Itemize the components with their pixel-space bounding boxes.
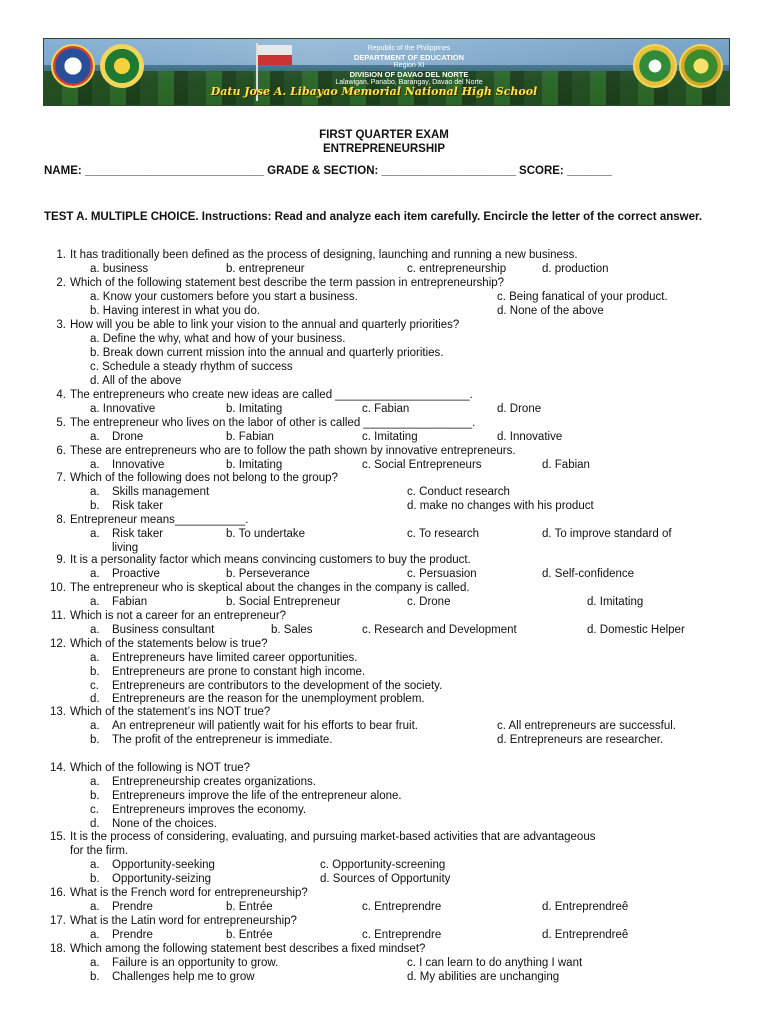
question-11 <box>44 609 734 623</box>
choice-text: Proactive <box>112 568 160 580</box>
choice <box>90 719 418 733</box>
choice: b. Sales <box>271 624 313 636</box>
question-7 <box>44 471 734 485</box>
choice: d. To improve standard of <box>542 528 672 540</box>
choice: b. Imitating <box>226 403 283 415</box>
choice-letter: a. <box>90 859 100 871</box>
banner-text <box>294 45 524 88</box>
choice-letter: b. <box>90 734 100 746</box>
question-18 <box>44 942 734 956</box>
choice <box>90 970 255 984</box>
choice: c. Opportunity-screening <box>320 859 446 871</box>
choice <box>90 623 214 637</box>
province-seal-icon <box>679 44 723 88</box>
question-number: 1. <box>56 249 66 261</box>
choice-letter: a. <box>90 596 100 608</box>
choice: b. Fabian <box>226 431 274 443</box>
choice-text: Entrepreneurs are the reason for the unemployment problem. <box>112 693 425 705</box>
choice-letter: a. <box>90 957 100 969</box>
question-text: These are entrepreneurs who are to follow the path shown by innovative entrepreneurs. <box>70 445 516 457</box>
choice: c. Imitating <box>362 431 418 443</box>
choice <box>90 485 209 499</box>
choice: c. Entreprendre <box>362 901 442 913</box>
choice <box>90 733 333 747</box>
question-number: 2. <box>56 277 66 289</box>
banner-line-2: DEPARTMENT OF EDUCATION <box>353 52 465 62</box>
question-8 <box>44 513 734 527</box>
banner-line-3: Region XI <box>393 62 425 69</box>
choice-text: Entrepreneurs improve the life of the entrepreneur alone. <box>112 790 402 802</box>
question-number: 3. <box>56 319 66 331</box>
test-instructions: TEST A. MULTIPLE CHOICE. Instructions: Read and analyze each item carefully. Encircle the letter of the correct answer. <box>44 211 703 223</box>
choice: b. Imitating <box>226 459 283 471</box>
choice-letter: c. <box>90 680 99 692</box>
choice: d. Domestic Helper <box>587 624 685 636</box>
choice-letter: a. <box>90 624 100 636</box>
choice: d. Entreprendreê <box>542 929 629 941</box>
choice-text: Entrepreneurs improves the economy. <box>112 804 307 816</box>
choice: d. Entrepreneurs are researcher. <box>497 734 664 746</box>
question-number: 10. <box>50 582 66 594</box>
choice-text: Entrepreneurs are prone to constant high income. <box>112 666 366 678</box>
choice: b. Entrée <box>226 901 273 913</box>
question-number: 16. <box>50 887 66 899</box>
philippine-flag-icon <box>258 45 292 65</box>
question-10 <box>44 581 734 595</box>
question-number: 15. <box>50 831 66 843</box>
choice: a. Define the why, what and how of your business. <box>90 333 346 345</box>
banner-line-4: DIVISION OF DAVAO DEL NORTE <box>349 69 469 79</box>
choice <box>90 527 163 541</box>
choice: c. Persuasion <box>407 568 477 580</box>
choice <box>90 789 402 803</box>
choice-letter: b. <box>90 971 100 983</box>
question-text: How will you be able to link your vision to the annual and quarterly priorities? <box>70 319 460 331</box>
question-number: 7. <box>56 472 66 484</box>
choice: c. Research and Development <box>362 624 517 636</box>
choice <box>90 458 164 472</box>
choice <box>90 665 365 679</box>
choice-text: Failure is an opportunity to grow. <box>112 957 279 969</box>
question-number: 9. <box>56 554 66 566</box>
choice-text: Prendre <box>112 901 153 913</box>
question-number: 8. <box>56 514 66 526</box>
choice <box>90 858 215 872</box>
question-5 <box>44 416 734 430</box>
choice: c. Social Entrepreneurs <box>362 459 482 471</box>
choice-text: Prendre <box>112 929 153 941</box>
choice-letter: a. <box>90 486 100 498</box>
choice: c. Entreprendre <box>362 929 442 941</box>
choice: d. make no changes with his product <box>407 500 594 512</box>
choice: d. Self-confidence <box>542 568 635 580</box>
choice: b. Social Entrepreneur <box>226 596 341 608</box>
choice-letter: b. <box>90 873 100 885</box>
choice-letter: a. <box>90 776 100 788</box>
choice-text: Entrepreneurs are contributors to the development of the society. <box>112 680 443 692</box>
choice: c. Fabian <box>362 403 410 415</box>
school-name: Datu Jose A. Libayao Memorial National High School <box>210 85 538 98</box>
choice-letter: d. <box>90 818 100 830</box>
choice-letter: a. <box>90 431 100 443</box>
choice-letter: d. <box>90 693 100 705</box>
question-text-continued: for the firm. <box>70 845 129 857</box>
choice-text: An entrepreneur will patiently wait for his efforts to bear fruit. <box>112 720 418 732</box>
choice-text: None of the choices. <box>112 818 217 830</box>
choice <box>90 803 306 817</box>
choice: c. Drone <box>407 596 451 608</box>
question-text: It is the process of considering, evaluating, and pursuing market-based activities that are advantageous <box>70 831 596 843</box>
choice <box>90 872 211 886</box>
banner-line-1: Republic of the Philippines <box>367 45 451 52</box>
choice-continued: living <box>112 542 139 554</box>
question-text: Entrepreneur means___________. <box>70 514 249 526</box>
choice-letter: b. <box>90 666 100 678</box>
exam-subject: ENTREPRENEURSHIP <box>322 143 446 155</box>
choice: d. Drone <box>497 403 542 415</box>
choice: a. business <box>90 263 149 275</box>
division-seal-icon <box>100 44 144 88</box>
question-14 <box>44 761 734 775</box>
choice <box>90 679 442 693</box>
choice: b. Break down current mission into the annual and quarterly priorities. <box>90 347 444 359</box>
choice: c. Being fanatical of your product. <box>497 291 668 303</box>
choice-text: Innovative <box>112 459 165 471</box>
choice: c. Conduct research <box>407 486 510 498</box>
choice-letter: a. <box>90 929 100 941</box>
choice <box>90 900 153 914</box>
choice-text: Drone <box>112 431 144 443</box>
question-text: The entrepreneurs who create new ideas are called _____________________. <box>70 389 473 401</box>
question-6 <box>44 444 734 458</box>
choice: c. I can learn to do anything I want <box>407 957 583 969</box>
choice-letter: b. <box>90 790 100 802</box>
school-banner <box>43 38 730 106</box>
banner-line-5: Lalawigan, Panabo, Barangay, Davao del Norte <box>335 79 483 86</box>
question-2 <box>44 276 734 290</box>
school-seal-icon <box>633 44 677 88</box>
choice: d. Imitating <box>587 596 644 608</box>
question-text: It has traditionally been defined as the process of designing, launching and running a new business. <box>70 249 578 261</box>
choice <box>90 775 316 789</box>
choice: d. Innovative <box>497 431 563 443</box>
question-number: 17. <box>50 915 66 927</box>
question-text: Which of the following statement best describe the term passion in entrepreneurship? <box>70 277 505 289</box>
question-13 <box>44 705 734 719</box>
choice-text: Opportunity-seeking <box>112 859 215 871</box>
choice: c. To research <box>407 528 480 540</box>
question-text: Which of the statements below is true? <box>70 638 268 650</box>
choice: d. None of the above <box>497 305 604 317</box>
choice-text: Entrepreneurs have limited career opportunities. <box>112 652 358 664</box>
question-text: The entrepreneur who is skeptical about the changes in the company is called. <box>70 582 470 594</box>
choice: b. entrepreneur <box>226 263 305 275</box>
choice: c. Schedule a steady rhythm of success <box>90 361 293 373</box>
question-text: Which of the statement’s ins NOT true? <box>70 706 271 718</box>
choice: b. To undertake <box>226 528 306 540</box>
choice <box>90 567 160 581</box>
question-text: Which among the following statement best describes a fixed mindset? <box>70 943 426 955</box>
choice-letter: a. <box>90 652 100 664</box>
choice: d. My abilities are unchanging <box>407 971 560 983</box>
choice-text: Skills management <box>112 486 210 498</box>
choice <box>90 499 163 513</box>
question-number: 11. <box>50 610 66 622</box>
choice <box>90 928 153 942</box>
choice: d. Fabian <box>542 459 590 471</box>
question-17 <box>44 914 734 928</box>
choice <box>90 956 278 970</box>
question-text: The entrepreneur who lives on the labor of other is called _________________. <box>70 417 476 429</box>
choice-letter: a. <box>90 720 100 732</box>
choice-text: Risk taker <box>112 528 164 540</box>
choice <box>90 692 425 706</box>
exam-title: FIRST QUARTER EXAM <box>319 129 449 141</box>
question-12 <box>44 637 734 651</box>
choice: d. Entreprendreê <box>542 901 629 913</box>
question-number: 18. <box>50 943 66 955</box>
question-number: 4. <box>56 389 66 401</box>
deped-seal-icon <box>51 44 95 88</box>
choice-text: Challenges help me to grow <box>112 971 255 983</box>
question-number: 12. <box>50 638 66 650</box>
choice: b. Having interest in what you do. <box>90 305 261 317</box>
choice <box>90 595 147 609</box>
choice: b. Entrée <box>226 929 273 941</box>
question-text: Which of the following does not belong to the group? <box>70 472 338 484</box>
choice: a. Innovative <box>90 403 156 415</box>
choice: d. Sources of Opportunity <box>320 873 451 885</box>
choice-letter: b. <box>90 500 100 512</box>
choice-text: Entrepreneurship creates organizations. <box>112 776 316 788</box>
question-number: 13. <box>50 706 66 718</box>
choice-letter: a. <box>90 901 100 913</box>
question-number: 5. <box>56 417 66 429</box>
question-text: What is the French word for entrepreneurship? <box>70 887 308 899</box>
choice: a. Know your customers before you start a business. <box>90 291 358 303</box>
choice <box>90 817 217 831</box>
choice: c. All entrepreneurs are successful. <box>497 720 676 732</box>
question-16 <box>44 886 734 900</box>
question-text: What is the Latin word for entrepreneurship? <box>70 915 297 927</box>
choice-letter: a. <box>90 528 100 540</box>
question-9 <box>44 553 734 567</box>
choice: d. production <box>542 263 609 275</box>
choice: c. entrepreneurship <box>407 263 507 275</box>
question-15 <box>44 830 734 858</box>
question-4 <box>44 388 734 402</box>
choice-letter: a. <box>90 459 100 471</box>
student-info-fields: NAME: ____________________________ GRADE & SECTION: _____________________ SCORE: _______ <box>44 165 612 177</box>
question-text: Which of the following is NOT true? <box>70 762 251 774</box>
choice <box>90 430 143 444</box>
choice-text: Opportunity-seizing <box>112 873 212 885</box>
choice-letter: a. <box>90 568 100 580</box>
question-3 <box>44 318 734 332</box>
choice-text: Fabian <box>112 596 148 608</box>
choice: d. All of the above <box>90 375 182 387</box>
choice: b. Perseverance <box>226 568 310 580</box>
choice <box>90 651 357 665</box>
choice-text: The profit of the entrepreneur is immediate. <box>112 734 333 746</box>
question-number: 6. <box>56 445 66 457</box>
choice-text: Risk taker <box>112 500 164 512</box>
question-number: 14. <box>50 762 66 774</box>
choice-text: Business consultant <box>112 624 215 636</box>
question-text: Which is not a career for an entrepreneur? <box>70 610 287 622</box>
question-text: It is a personality factor which means convincing customers to buy the product. <box>70 554 471 566</box>
choice-letter: c. <box>90 804 99 816</box>
